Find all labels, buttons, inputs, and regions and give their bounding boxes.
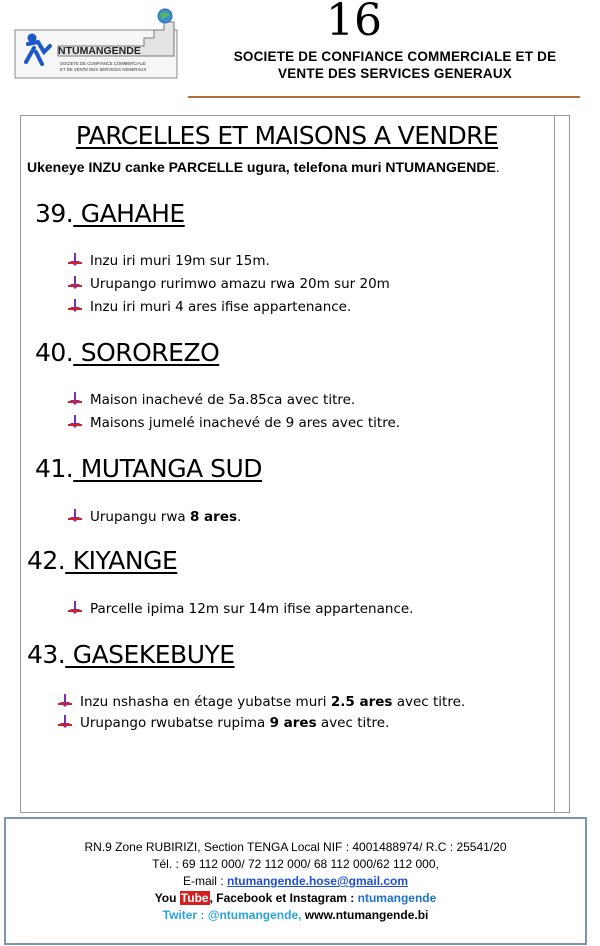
youtube-tube-badge[interactable]: Tube [180,891,209,905]
section-heading-mutanga-sud: 41. MUTANGA SUD [35,454,263,483]
footer-phones: Tél. : 69 112 000/ 72 112 000/ 68 112 000/62 112 000, [152,857,439,871]
company-line-1: SOCIETE DE CONFIANCE COMMERCIALE ET DE [233,49,557,64]
arrow-bullet-icon [68,392,82,406]
arrow-bullet-icon [68,253,82,267]
arrow-bullet-icon [68,299,82,313]
list-item: Inzu iri muri 19m sur 15m. [68,252,270,270]
arrow-bullet-icon [68,415,82,429]
section-heading-kiyange: 42. KIYANGE [27,546,178,575]
footer-email-line: E-mail : ntumangende.hose@gmail.com [182,874,409,888]
company-line-2: VENTE DES SERVICES GENERAUX [278,66,512,81]
section-heading-sororezo: 40. SOROREZO [35,338,220,367]
footer-twitter-line [4,907,587,923]
youtube-label[interactable]: You [154,891,180,905]
svg-text:SOCIETE DE CONFIANCE COMMERCIA: SOCIETE DE CONFIANCE COMMERCIALE [60,61,146,66]
facebook-label[interactable]: , Facebook [209,891,273,905]
list-item: Urupango rwubatse rupima 9 ares avec titre. [58,714,389,732]
svg-text:ET DE VENTE DES SERVICES GENER: ET DE VENTE DES SERVICES GENERAUX [60,67,147,72]
header-divider [188,96,580,98]
company-logo [14,8,180,80]
svg-text:NTUMANGENDE: NTUMANGENDE [58,45,141,57]
website-link[interactable]: www.ntumangende.bi [301,908,429,922]
list-item: Urupangu rwa 8 ares. [68,508,241,526]
section-heading-gasekebuye: 43. GASEKEBUYE [27,640,235,669]
arrow-bullet-icon [68,509,82,523]
arrow-bullet-icon [68,601,82,615]
arrow-bullet-icon [68,276,82,290]
list-item: Inzu nshasha en étage yubatse muri 2.5 ares avec titre. [58,693,465,711]
twitter-handle[interactable]: Twiter : @ntumangende, [162,908,302,922]
page-number: 16 [326,0,382,46]
list-item: Maison inachevé de 5a.85ca avec titre. [68,391,355,409]
page-subtitle: Ukeneye INZU canke PARCELLE ugura, telefona muri NTUMANGENDE. [27,159,500,175]
arrow-bullet-icon [58,694,72,708]
footer-social-line: You Tube, Facebook et Instagram : ntumangende [154,891,437,905]
company-name [205,48,585,82]
section-heading-gahahe: 39. GAHAHE [35,199,185,228]
list-item: Maisons jumelé inachevé de 9 ares avec titre. [68,414,400,432]
instagram-handle[interactable]: ntumangende [357,891,437,905]
arrow-bullet-icon [58,715,72,729]
page-title: PARCELLES ET MAISONS A VENDRE [75,121,499,150]
email-link[interactable]: ntumangende.hose@gmail.com [226,874,409,888]
list-item: Parcelle ipima 12m sur 14m ifise appartenance. [68,600,413,618]
list-item: Inzu iri muri 4 ares ifise appartenance. [68,298,351,316]
content-frame-margin [554,115,571,813]
footer-address: RN.9 Zone RUBIRIZI, Section TENGA Local NIF : 4001488974/ R.C : 25541/20 [84,840,507,854]
list-item: Urupango rurimwo amazu rwa 20m sur 20m [68,275,390,293]
